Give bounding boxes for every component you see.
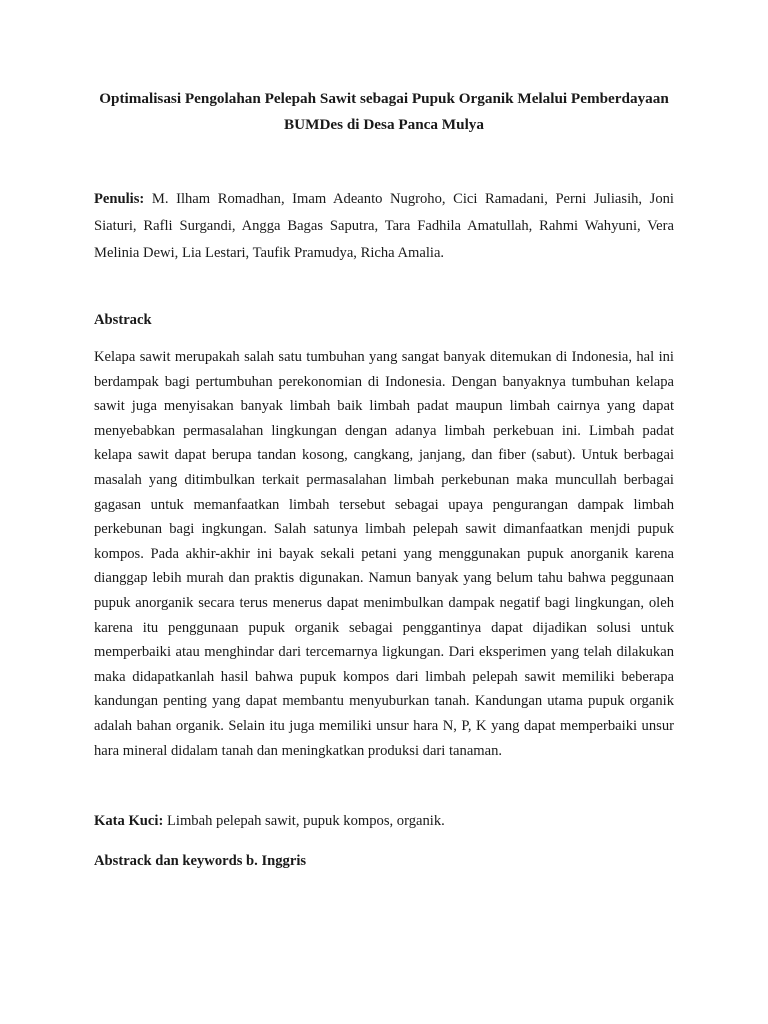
- keywords-paragraph: [94, 808, 674, 834]
- document-title: [94, 86, 674, 138]
- authors-paragraph: [94, 186, 674, 267]
- title-line-2: BUMDes di Desa Panca Mulya: [284, 116, 484, 133]
- authors-label: Penulis:: [94, 191, 145, 207]
- title-line-1: Optimalisasi Pengolahan Pelepah Sawit sebagai Pupuk Organik Melalui Pemberdayaan: [99, 90, 669, 107]
- abstract-body: Kelapa sawit merupakah salah satu tumbuhan yang sangat banyak ditemukan di Indonesia, hal ini berdampak bagi pertumbuhan perekonomian di Indonesia. Dengan banyaknya tumbuhan kelapa sawit juga menyisakan banyak limbah baik limbah padat maupun limbah cairnya yang dapat menyebabkan permasalahan lingkungan dengan adanya limbah perkebuan ini. Limbah padat kelapa sawit dapat berupa tandan kosong, cangkang, janjang, dan fiber (sabut). Untuk berbagai masalah yang ditimbulkan terkait permasalahan limbah perkebunan maka muncullah berbagai gagasan untuk memanfaatkan limbah tersebut sebagai upaya pengurangan dampak limbah perkebunan bagi ingkungan. Salah satunya limbah pelepah sawit dimanfaatkan menjdi pupuk kompos. Pada akhir-akhir ini bayak sekali petani yang menggunakan pupuk anorganik karena dianggap lebih murah dan praktis digunakan. Namun banyak yang belum tahu bahwa peggunaan pupuk anorganik secara terus menerus dapat menimbulkan dampak negatif bagi lingkungan, oleh karena itu penggunaan pupuk organik sebagai penggantinya dapat dijadikan solusi untuk memperbaiki atau menghindar dari tercemarnya ligkungan. Dari eksperimen yang telah dilakukan maka didapatkanlah hasil bahwa pupuk kompos dari limbah pelepah sawit memiliki beberapa kandungan penting yang dapat membantu menyuburkan tanah. Kandungan utama pupuk organik adalah bahan organik. Selain itu juga memiliki unsur hara N, P, K yang dapat memperbaiki unsur hara mineral didalam tanah dan meningkatkan produksi dari tanaman.: [94, 349, 674, 759]
- english-abstract-heading: Abstrack dan keywords b. Inggris: [94, 853, 307, 870]
- keywords-label: Kata Kuci:: [94, 813, 164, 830]
- keywords-list: Limbah pelepah sawit, pupuk kompos, organik.: [166, 813, 445, 830]
- document-content: [94, 86, 674, 874]
- abstract-heading: Abstrack: [94, 312, 152, 328]
- authors-list: M. Ilham Romadhan, Imam Adeanto Nugroho, Cici Ramadani, Perni Juliasih, Joni Siaturi, Rafli Surgandi, Angga Bagas Saputra, Tara Fadhila Amatullah, Rahmi Wahyuni, Vera Melinia Dewi, Lia Lestari, Taufik Pramudya, Richa Amalia.: [94, 191, 674, 261]
